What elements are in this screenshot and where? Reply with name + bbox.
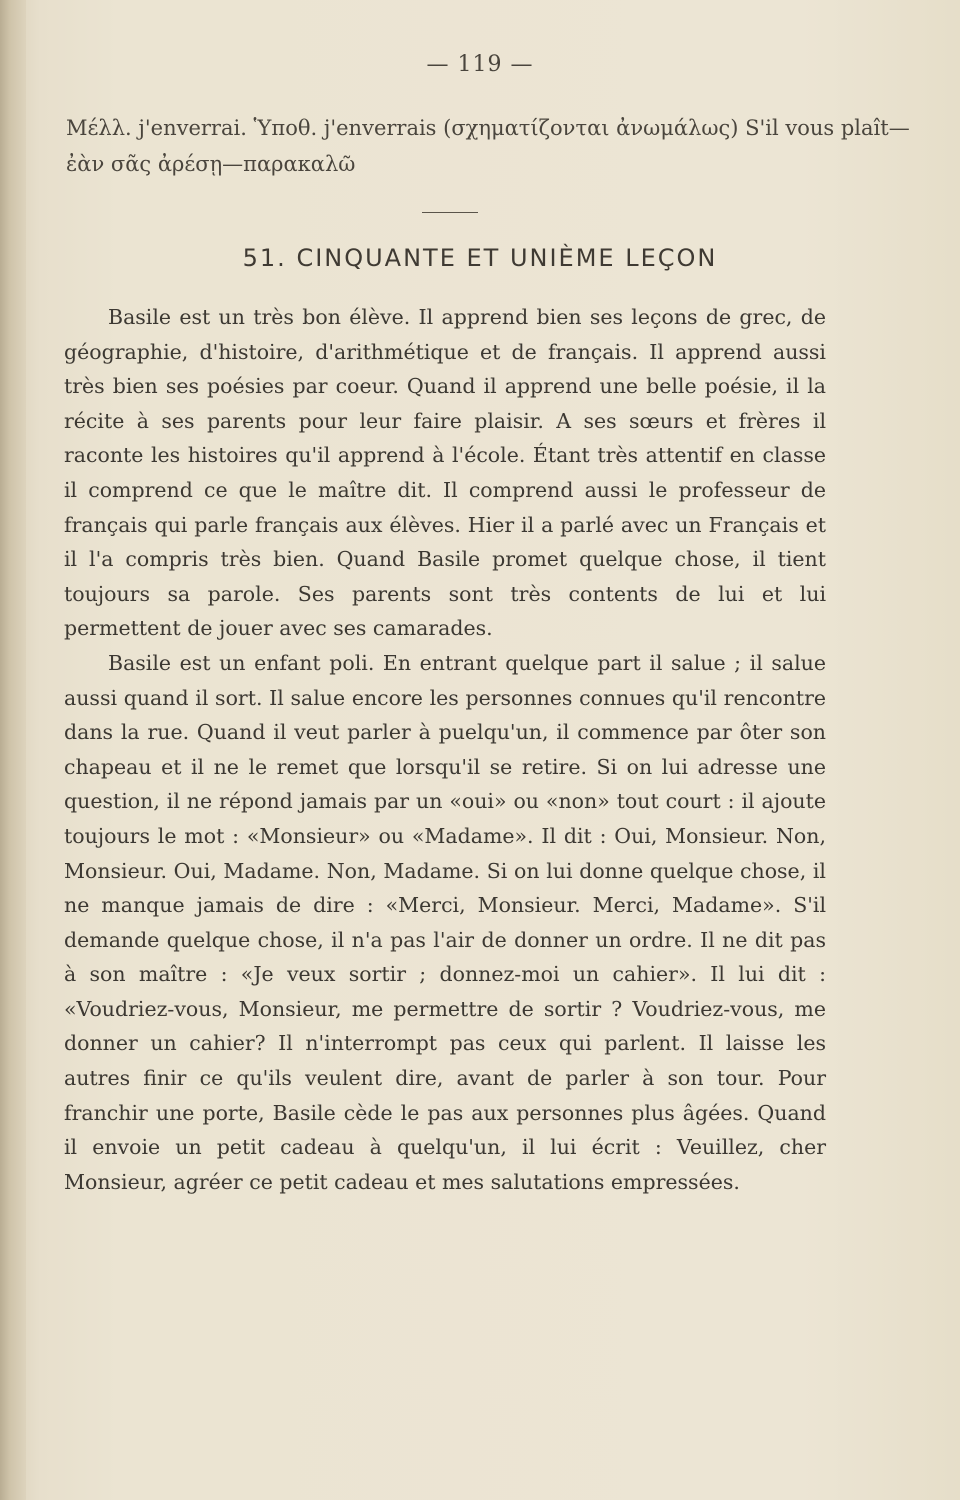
paragraph-1: Basile est un très bon élève. Il apprend bien ses leçons de grec, de géographie, d'histoire, d'arithmétique et de français. Il apprend aussi très bien ses poésies par coeur. Quand il apprend une belle poésie, il la récite à ses parents pour leur faire plaisir. A ses sœurs et frères il raconte les histoires qu'il apprend à l'école. Étant très attentif en classe il comprend ce que le maître dit. Il comprend aussi le professeur de français qui parle français aux élèves. Hier il a parlé avec un Français et il l'a compris très bien. Quand Basile promet quelque chose, il tient toujours sa parole. Ses parents sont très contents de lui et lui permettent de jouer avec ses camarades. bbox=[64, 305, 826, 641]
intro-vocabulary bbox=[66, 110, 916, 182]
lesson-body bbox=[64, 300, 826, 1199]
lesson-title: 51. CINQUANTE ET UNIÈME LEÇON bbox=[242, 244, 718, 272]
section-divider bbox=[422, 212, 478, 213]
binding-edge bbox=[0, 0, 26, 1500]
intro-line: Μέλλ. j'enverrai. Ὑποθ. j'enverrais (σχηματίζονται ἀνωμάλως) S'il vous plaît—ἐὰν σᾶς ἀρέσῃ—παρακαλῶ bbox=[66, 116, 910, 176]
page-number: — 119 — bbox=[426, 52, 534, 77]
paragraph-2: Basile est un enfant poli. En entrant quelque part il salue ; il salue aussi quand il sort. Il salue encore les personnes connues qu'il rencontre dans la rue. Quand il veut parler à puelqu'un, il commence par ôter son chapeau et il ne le remet que lorsqu'il se retire. Si on lui adresse une question, il ne répond jamais par un «oui» ou «non» tout court : il ajoute toujours le mot : «Monsieur» ou «Madame». Il dit : Oui, Monsieur. Non, Monsieur. Oui, Madame. Non, Madame. Si on lui donne quelque chose, il ne manque jamais de dire : «Merci, Monsieur. Merci, Madame». S'il demande quelque chose, il n'a pas l'air de donner un ordre. Il ne dit pas à son maître : «Je veux sortir ; donnez-moi un cahier». Il lui dit : «Voudriez-vous, Monsieur, me permettre de sortir ? Voudriez-vous, me donner un cahier? Il n'interrompt pas ceux qui parlent. Il laisse les autres finir ce qu'ils veulent dire, avant de parler à son tour. Pour franchir une porte, Basile cède le pas aux personnes plus âgées. Quand il envoie un petit cadeau à quelqu'un, il lui écrit : Veuillez, cher Monsieur, agréer ce petit cadeau et mes salutations empressées. bbox=[64, 650, 826, 1194]
